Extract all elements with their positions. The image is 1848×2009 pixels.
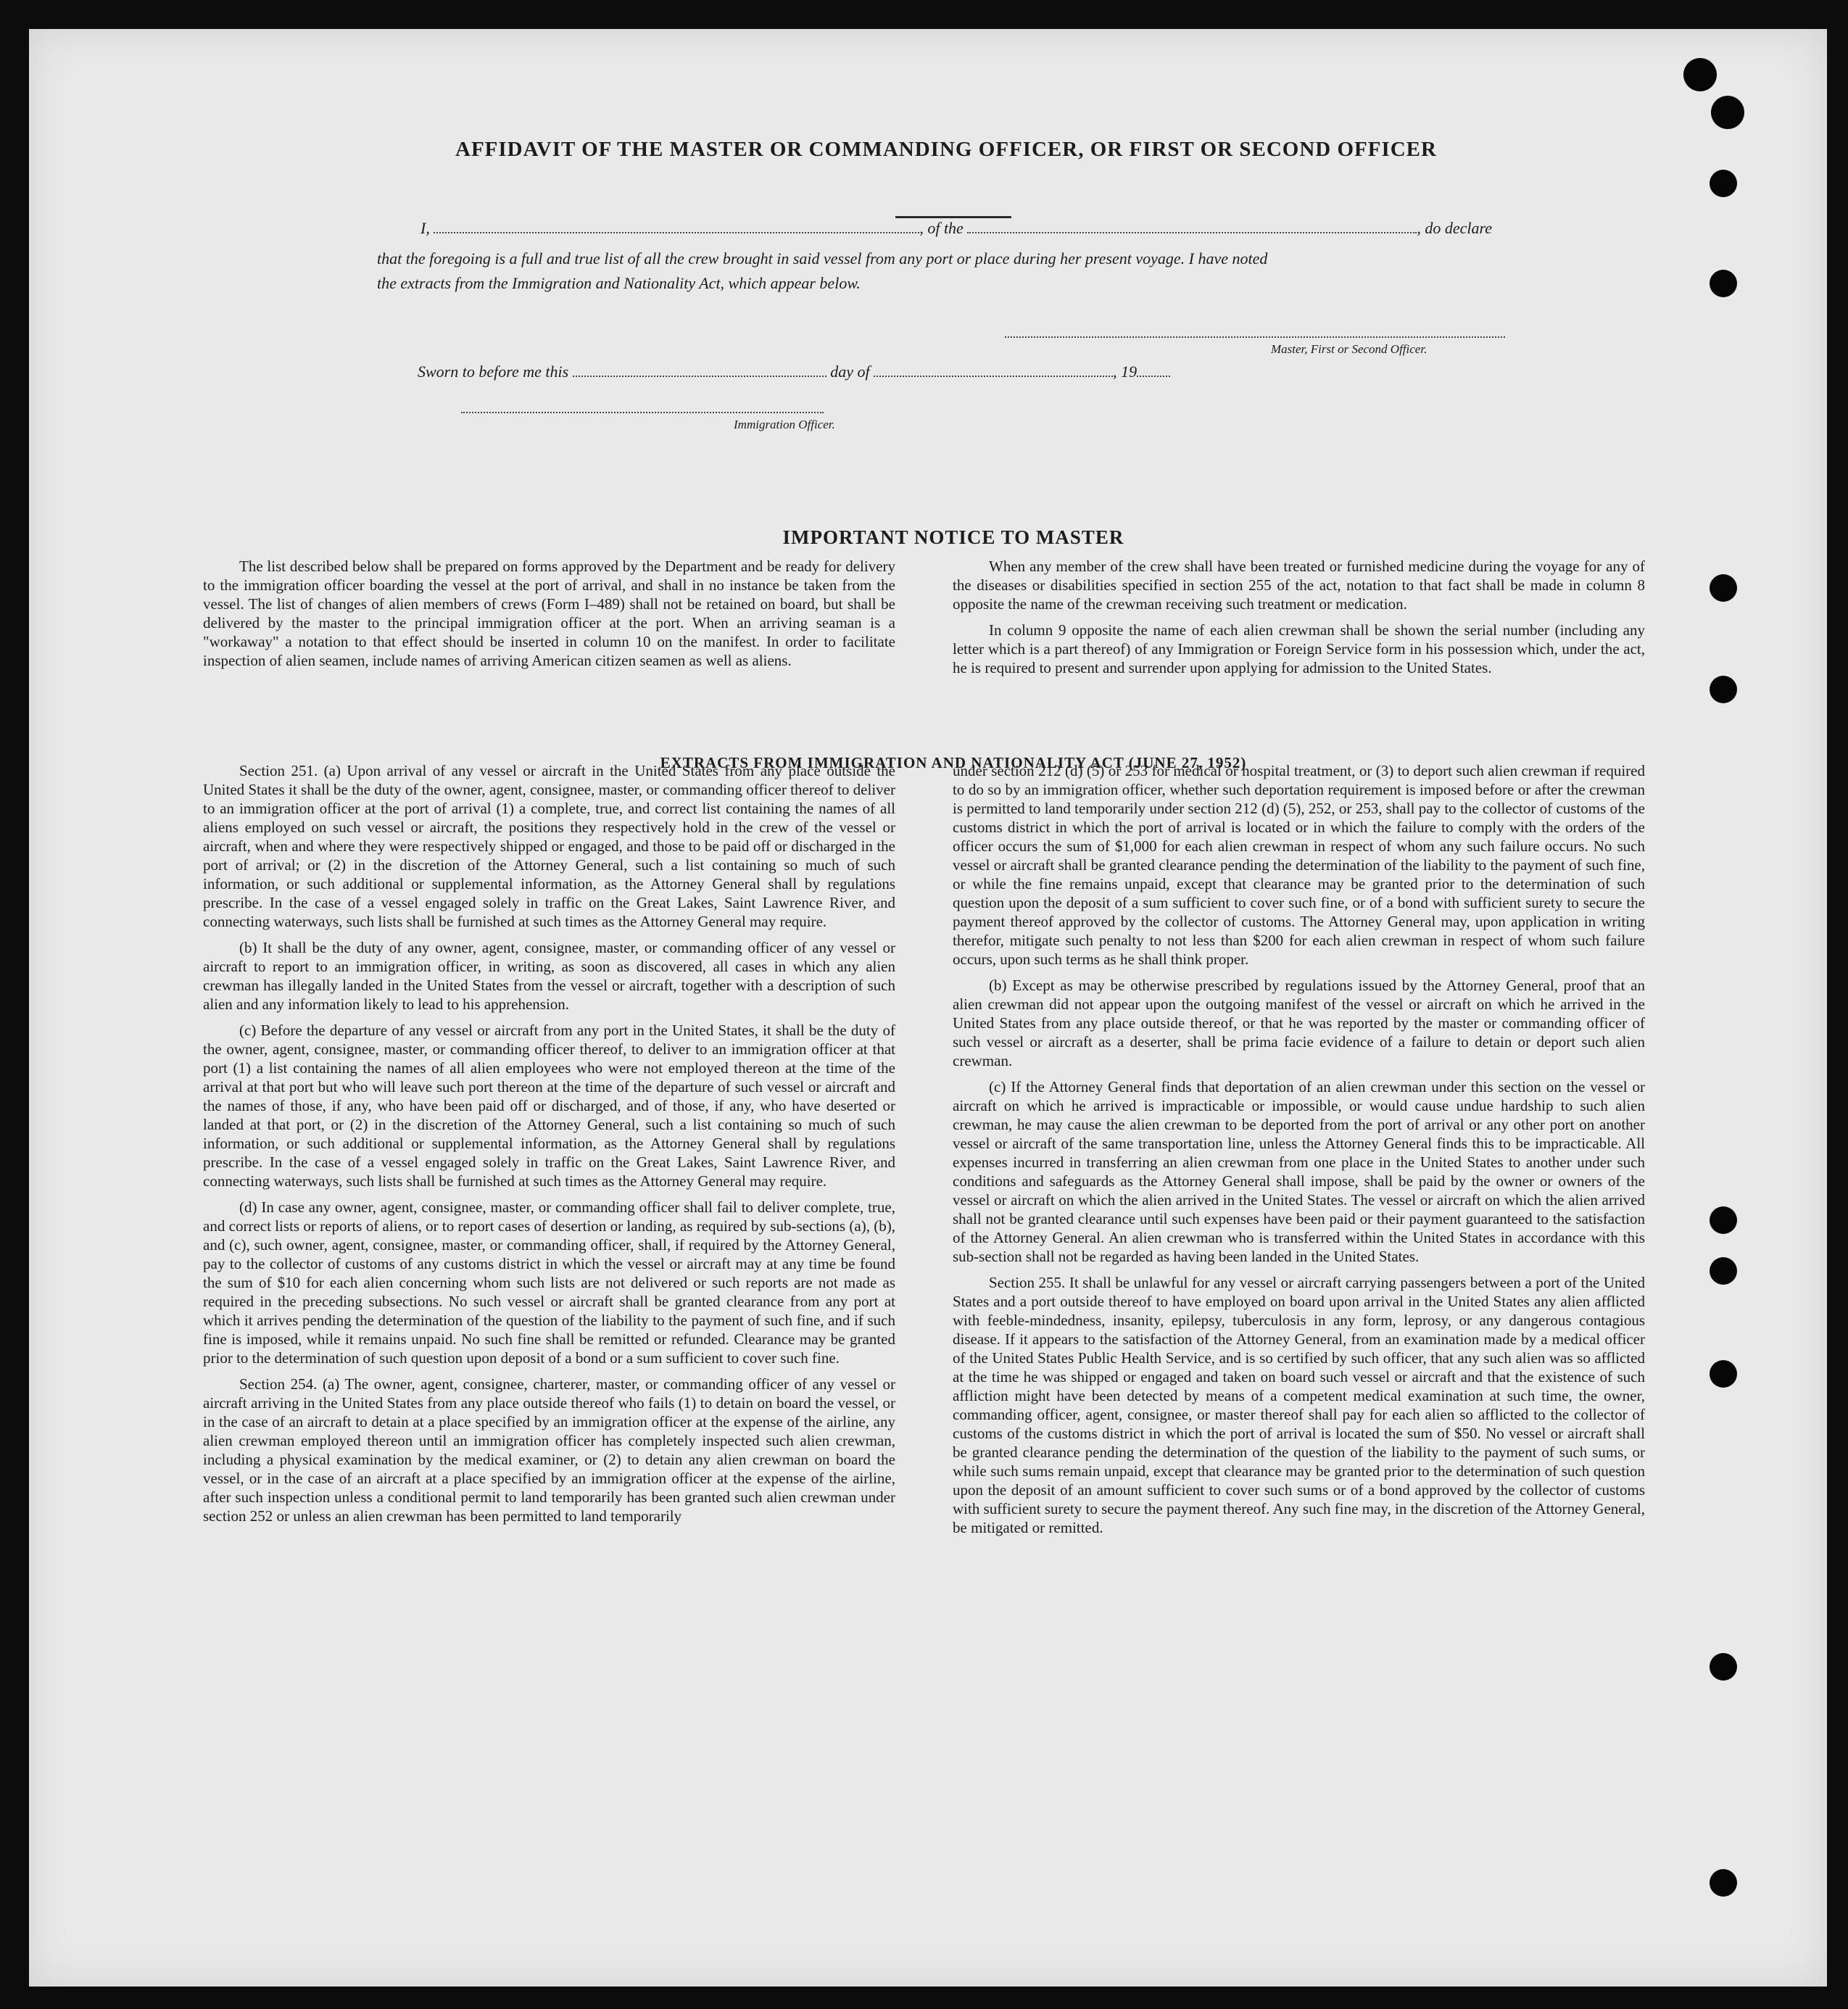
section-251a-paragraph: Section 251. (a) Upon arrival of any vessel or aircraft in the United States from any place outside the United States it shall be the duty of the owner, agent, consignee, master, or commanding officer thereof to deliver to an immigration officer at the port of arrival (1) a complete, true, and correct list containing the names of all aliens employed on such vessel or aircraft, the positions they respectively hold in the crew of the vessel or aircraft, when and where they were respectively shipped or engaged, and those to be paid off or discharged in the port of arrival; or (2) in the discretion of the Attorney General, such a list containing so much of such information, or such additional or supplemental information, as the Attorney General shall by regulations prescribe. In the case of a vessel engaged solely in traffic on the Great Lakes, Saint Lawrence River, and connecting waterways, such lists shall be furnished at such times as the Attorney General may require. bbox=[203, 762, 895, 930]
notice-right-paragraph-1: When any member of the crew shall have been treated or furnished medicine during the voyage for any of the diseases or disabilities specified in section 255 of the act, notation to that fact shall be made in column 8 opposite the name of the crewman receiving such treatment or medication. bbox=[953, 558, 1645, 613]
declaration-line-1 bbox=[377, 219, 1609, 238]
binder-hole-icon bbox=[1710, 574, 1737, 602]
declaration-line-3: the extracts from the Immigration and Nationality Act, which appear below. bbox=[377, 274, 861, 292]
title-divider bbox=[895, 216, 1011, 218]
notice-left-paragraph: The list described below shall be prepared on forms approved by the Department and be ready for delivery to the immigration officer boarding the vessel at the port of arrival, and shall in no instance be taken from the vessel. The list of changes of alien members of crews (Form I–489) shall not be retained on board, but shall be delivered by the master to the principal immigration officer at the port. When an arriving seaman is a "workaway" a notation to that effect should be inserted in column 10 on the manifest. In order to facilitate inspection of alien seamen, include names of arriving American citizen seamen as well as aliens. bbox=[203, 558, 895, 669]
section-255-paragraph: Section 255. It shall be unlawful for any vessel or aircraft carrying passengers between a port of the United States and a port outside thereof to have employed on board upon arrival in the United States any alien afflicted with feeble-mindedness, insanity, epilepsy, tuberculosis in any form, leprosy, or any dangerous contagious disease. If it appears to the satisfaction of the Attorney General, from an examination made by a medical officer of the United States Public Health Service, and is so certified by such officer, that any such alien was so afflicted at the time he was shipped or engaged and taken on board such vessel or aircraft and that the existence of such affliction might have been detected by means of a competent medical examination at such time, the owner, commanding officer, agent, consignee, or master thereof shall pay for each alien so afflicted to the collector of customs of the customs district in which the port of arrival is located the sum of $50. No vessel or aircraft shall be granted clearance pending the determination of the question of the liability to the payment of such sums, or while such sums remain unpaid, except that clearance may be granted prior to the determination of such question upon the deposit of an amount sufficient to cover such sums or of a bond approved by the collector of customs with sufficient surety to secure the payment thereof. Any such fine may, in the discretion of the Attorney General, be mitigated or remitted. bbox=[953, 1274, 1645, 1536]
sworn-day-field[interactable] bbox=[573, 376, 826, 377]
sworn-year-field[interactable] bbox=[1137, 376, 1170, 377]
notice-right-column bbox=[953, 557, 1645, 684]
binder-hole-icon bbox=[1711, 96, 1744, 129]
immigration-officer-label: Immigration Officer. bbox=[734, 418, 835, 431]
binder-hole-icon bbox=[1710, 1257, 1737, 1285]
i-label: I, bbox=[420, 219, 430, 237]
binder-hole-icon bbox=[1710, 1206, 1737, 1234]
binder-hole-icon bbox=[1710, 1360, 1737, 1388]
officer-name-field[interactable] bbox=[434, 232, 919, 233]
section-251d-paragraph: (d) In case any owner, agent, consignee, master, or commanding officer shall fail to deliver complete, true, and correct lists or reports of aliens, or to report cases of desertion or landing, as required by sub-sections (a), (b), and (c), such owner, agent, consignee, master, or commanding officer, shall, if required by the Attorney General, pay to the collector of customs of any customs district in which the vessel or aircraft may at any time be found the sum of $10 for each alien concerning whom such lists are not delivered or such reports are not made as required in the preceding subsections. No such vessel or aircraft shall be granted clearance from any port at which it arrives pending the determination of the question of the liability to the payment of such fine, and if such fine is imposed, while it remains unpaid. No such fine shall be remitted or refunded. Clearance may be granted prior to the determination of such question upon deposit of a bond or a sum sufficient to cover such fine. bbox=[203, 1198, 895, 1367]
master-signature-label: Master, First or Second Officer. bbox=[1271, 342, 1428, 356]
section-254a-paragraph: Section 254. (a) The owner, agent, consignee, charterer, master, or commanding officer of any vessel or aircraft arriving in the United States from any place outside thereof who fails (1) to detain on board the vessel, or in the case of an aircraft to detain at a place specified by an immigration officer at the expense of the airline, any alien crewman employed thereon until an immigration officer has completely inspected such alien crewman, including a physical examination by the medical examiner, or (2) to detain any alien crewman on board the vessel, or in the case of an aircraft at a place specified by an immigration officer at the expense of the airline, after such inspection unless a conditional permit to land temporarily has been granted such alien crewman under section 252 or unless an alien crewman has been permitted to land temporarily bbox=[203, 1375, 895, 1525]
master-signature-field[interactable] bbox=[1005, 336, 1505, 338]
affidavit-title: AFFIDAVIT OF THE MASTER OR COMMANDING OFFICER, OR FIRST OR SECOND OFFICER bbox=[455, 138, 1437, 161]
binder-hole-icon bbox=[1710, 676, 1737, 703]
binder-hole-icon bbox=[1710, 1869, 1737, 1897]
binder-hole-icon bbox=[1683, 58, 1717, 91]
immigration-officer-signature-field[interactable] bbox=[461, 412, 824, 413]
declaration-line-2: that the foregoing is a full and true list of all the crew brought in said vessel from any port or place during her present voyage. I have noted bbox=[377, 249, 1268, 268]
binder-hole-icon bbox=[1710, 1653, 1737, 1681]
sworn-line bbox=[377, 363, 1609, 381]
section-254a-continued-paragraph: under section 212 (d) (5) or 253 for medical or hospital treatment, or (3) to deport such alien crewman if required to do so by an immigration officer, whether such deportation requirement is imposed before or after the crewman is permitted to land temporarily under section 212 (d) (5), 252, or 253, shall pay to the collector of customs of the customs district in which the port of arrival is located or in which the failure to comply with the orders of the officer occurs the sum of $1,000 for each alien crewman in respect of whom any such failure occurs. No such vessel or aircraft shall be granted clearance pending the determination of the liability to the payment of such fine, or while the fine remains unpaid, except that clearance may be granted prior to the determination of such question upon the deposit of a sum sufficient to cover such fine, or of a bond with sufficient surety to secure the payment thereof approved by the collector of customs. The Attorney General may, upon application in writing therefor, mitigate such penalty to not less than $200 for each alien crewman in respect of whom such failure occurs, upon such terms as he shall think proper. bbox=[953, 762, 1645, 968]
extracts-left-column bbox=[203, 761, 895, 1533]
section-254b-paragraph: (b) Except as may be otherwise prescribed by regulations issued by the Attorney General, proof that an alien crewman did not appear upon the outgoing manifest of the vessel or aircraft on which he arrived in the United States from any place outside thereof, or that he was reported by the master or commanding officer of such vessel or aircraft as a deserter, shall be prima facie evidence of a failure to detain or deport such alien crewman. bbox=[953, 977, 1645, 1069]
vessel-name-field[interactable] bbox=[967, 232, 1417, 233]
do-declare-label: , do declare bbox=[1417, 219, 1492, 237]
binder-hole-icon bbox=[1710, 170, 1737, 197]
sworn-month-field[interactable] bbox=[874, 376, 1113, 377]
notice-right-paragraph-2: In column 9 opposite the name of each alien crewman shall be shown the serial number (including any letter which is a part thereof) of any Immigration or Foreign Service form in his possession which, under the act, he is required to present and surrender upon applying for admission to the United States. bbox=[953, 621, 1645, 676]
section-251c-paragraph: (c) Before the departure of any vessel or aircraft from any port in the United States, it shall be the duty of the owner, agent, consignee, master, or commanding officer thereof, to deliver to an immigration officer at that port (1) a list containing the names of all alien employees who were not employed thereon at the time of the arrival at that port but who will leave such port thereon at the time of the departure of such vessel or aircraft and the names of those, if any, who have been paid off or discharged, and of those, if any, who have deserted or landed at that port, or (2) in the discretion of the Attorney General, such a list containing so much of such information, or such additional or supplemental information, as the Attorney General shall by regulations prescribe. In the case of a vessel engaged solely in traffic on the Great Lakes, Saint Lawrence River, and connecting waterways, such lists shall be furnished at such times as the Attorney General may require. bbox=[203, 1022, 895, 1190]
section-251b-paragraph: (b) It shall be the duty of any owner, agent, consignee, master, or commanding officer of any vessel or aircraft to report to an immigration officer, in writing, as soon as discovered, all cases in which any alien crewman has illegally landed in the United States from the vessel or aircraft, together with a description of such alien and any information likely to lead to his apprehension. bbox=[203, 939, 895, 1013]
day-of-label: day of bbox=[830, 363, 870, 381]
notice-title: IMPORTANT NOTICE TO MASTER bbox=[782, 526, 1124, 548]
extracts-right-column bbox=[953, 761, 1645, 1544]
of-the-label: , of the bbox=[919, 219, 964, 237]
extracts-title: EXTRACTS FROM IMMIGRATION AND NATIONALITY ACT (JUNE 27, 1952) bbox=[660, 754, 1247, 771]
year-label: , 19 bbox=[1113, 363, 1138, 381]
document-page bbox=[29, 29, 1827, 1987]
notice-left-column bbox=[203, 557, 895, 677]
section-254c-paragraph: (c) If the Attorney General finds that deportation of an alien crewman under this section on the vessel or aircraft on which he arrived is impracticable or impossible, or would cause undue hardship to such alien crewman, he may cause the alien crewman to be deported from the port of arrival or any other port on another vessel or aircraft of the same transportation line, unless the Attorney General finds this to be impracticable. All expenses incurred in transferring an alien crewman from one place in the United States to another under such conditions and safeguards as the Attorney General shall impose, shall be paid by the owner or owners of the vessel or aircraft on which the alien arrived in the United States. The vessel or aircraft on which the alien arrived shall not be granted clearance until such expenses have been paid or their payment guaranteed to the satisfaction of the Attorney General. An alien crewman who is transferred within the United States in accordance with this sub-section shall not be regarded as having been landed in the United States. bbox=[953, 1078, 1645, 1265]
sworn-label: Sworn to before me this bbox=[418, 363, 569, 381]
binder-hole-icon bbox=[1710, 270, 1737, 297]
